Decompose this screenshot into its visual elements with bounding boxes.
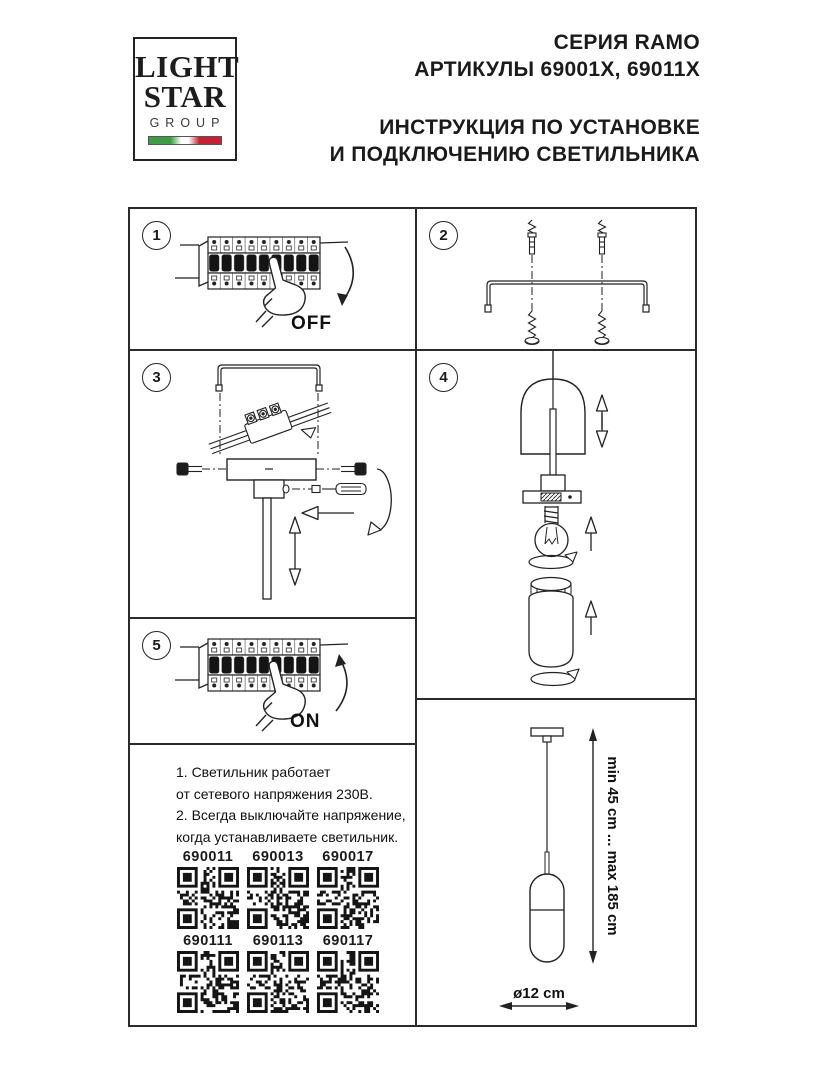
header-titles xyxy=(330,29,700,168)
article-number: 690017 xyxy=(322,849,374,865)
step-2-panel xyxy=(417,209,697,349)
logo-light: LIGHT xyxy=(135,49,240,84)
articles-title: АРТИКУЛЫ 69001X, 69011X xyxy=(414,58,700,81)
step-3-panel xyxy=(130,351,415,617)
series-title: СЕРИЯ RAMO xyxy=(553,31,700,54)
qr-code xyxy=(177,951,239,1013)
lamp-assembly-diagram xyxy=(417,351,697,698)
circuit-breaker-off-diagram xyxy=(130,209,415,349)
on-label: ON xyxy=(290,711,321,732)
pendant-dimensions-diagram xyxy=(417,700,697,1025)
lightstar-logo xyxy=(133,37,240,161)
canopy-mounting-diagram xyxy=(130,351,415,617)
qr-code xyxy=(247,867,309,929)
article-number: 690111 xyxy=(183,933,233,949)
step-4-badge: 4 xyxy=(429,363,458,392)
notes-panel xyxy=(130,745,415,1025)
step-1-badge: 1 xyxy=(142,221,171,250)
off-label: OFF xyxy=(291,313,332,334)
note-line-2: от сетевого напряжения 230В. xyxy=(176,785,373,802)
height-range-label: min 45 cm ... max 185 cm xyxy=(604,756,621,936)
qr-code xyxy=(177,867,239,929)
logo-star: STAR xyxy=(143,79,227,114)
instruction-grid xyxy=(128,207,697,1027)
mounting-hardware-diagram xyxy=(417,209,697,349)
instruction-title-line1: ИНСТРУКЦИЯ ПО УСТАНОВКЕ xyxy=(379,116,700,139)
logo-group: GROUP xyxy=(149,116,226,130)
step-4-panel xyxy=(417,351,697,698)
step-1-panel xyxy=(130,209,415,349)
circuit-breaker-on-diagram xyxy=(130,619,415,743)
step-2-badge: 2 xyxy=(429,221,458,250)
note-line-3: 2. Всегда выключайте напряжение, xyxy=(176,807,406,823)
step-5-panel xyxy=(130,619,415,743)
article-number: 690113 xyxy=(252,933,304,949)
instruction-title-line2: И ПОДКЛЮЧЕНИЮ СВЕТИЛЬНИКА xyxy=(329,143,700,166)
qr-code xyxy=(247,951,309,1013)
note-line-1: 1. Светильник работает xyxy=(176,764,331,780)
article-number: 690117 xyxy=(322,933,374,949)
step-5-badge: 5 xyxy=(142,631,171,660)
safety-notes xyxy=(176,762,406,848)
qr-code xyxy=(317,951,379,1013)
dimensions-panel xyxy=(417,700,697,1025)
diameter-label: ø12 cm xyxy=(513,985,565,1002)
step-3-badge: 3 xyxy=(142,363,171,392)
article-number: 690013 xyxy=(252,849,304,865)
article-number: 690011 xyxy=(182,849,234,865)
qr-code xyxy=(317,867,379,929)
italian-flag-bar xyxy=(148,136,222,145)
note-line-4: когда устанавливаете светильник. xyxy=(176,828,399,845)
